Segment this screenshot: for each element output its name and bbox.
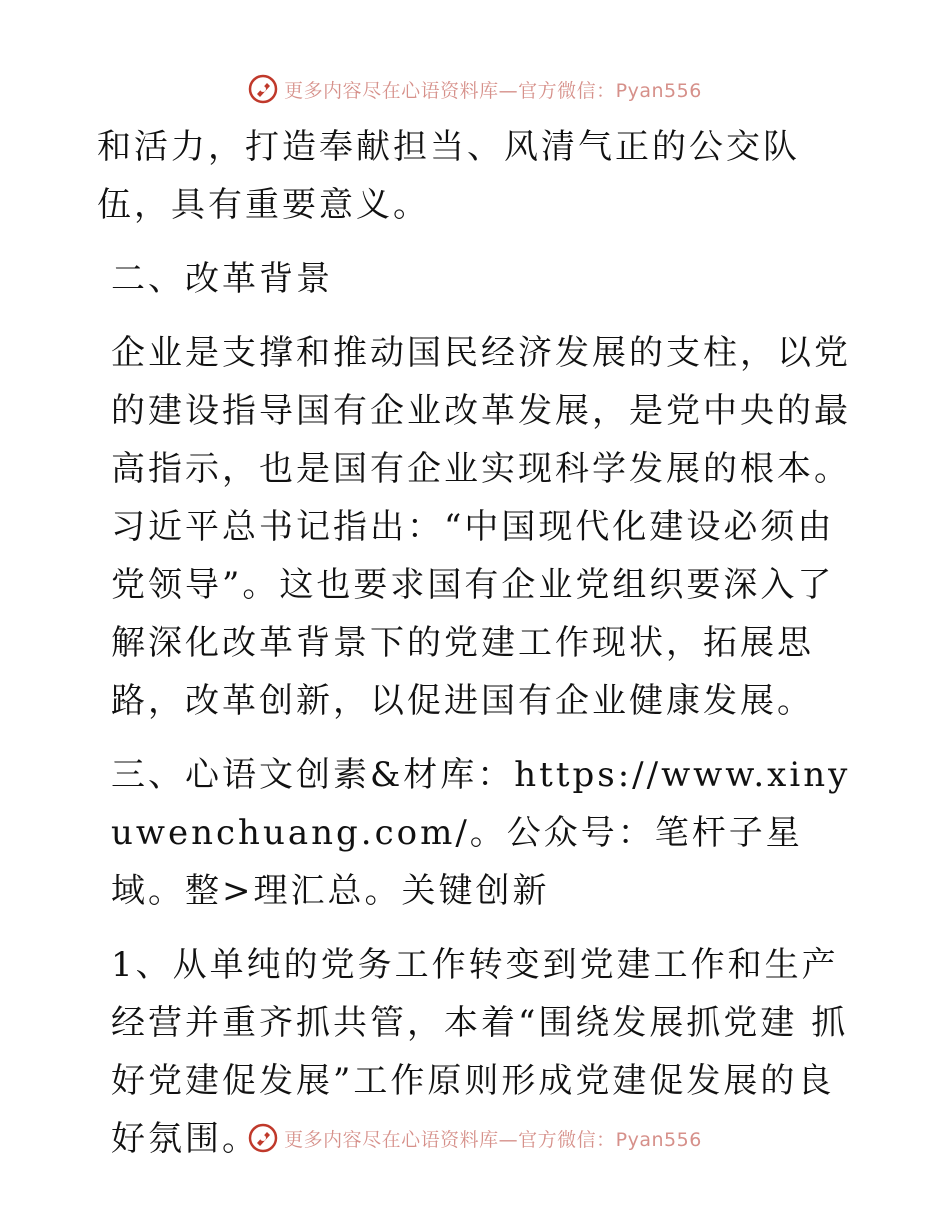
seal-pen-icon [248, 74, 278, 104]
seal-pen-icon [248, 1123, 278, 1153]
paragraph-background: 企业是支撑和推动国民经济发展的支柱，以党的建设指导国有企业改革发展，是党中央的最高指示，也是国有企业实现科学发展的根本。习近平总书记指出：“中国现代化建设必须由党领导”。这也要求国有企业党组织要深入了解深化改革背景下的党建工作现状，拓展思路，改革创新，以促进国有企业健康发展。 [111, 333, 851, 721]
watermark-text: 更多内容尽在心语资料库—官方微信：Pyan556 [284, 79, 702, 102]
paragraph-continuation: 和活力，打造奉献担当、风清气正的公交队伍，具有重要意义。 [97, 127, 800, 225]
document-body [97, 118, 857, 1184]
watermark-text: 更多内容尽在心语资料库—官方微信：Pyan556 [284, 1128, 702, 1151]
section-heading-3: 三、心语文创素&材库：https://www.xinyuwenchuang.com/。公众号：笔杆子星域。整>理汇总。关键创新 [111, 755, 851, 911]
section-heading-2: 二、改革背景 [111, 259, 333, 299]
footer-watermark [0, 1123, 950, 1153]
paragraph-item-1: 1、从单纯的党务工作转变到党建工作和生产经营并重齐抓共管，本着“围绕发展抓党建 抓好党建促发展”工作原则形成党建促发展的良好氛围。 [111, 945, 849, 1159]
header-watermark [0, 74, 950, 104]
